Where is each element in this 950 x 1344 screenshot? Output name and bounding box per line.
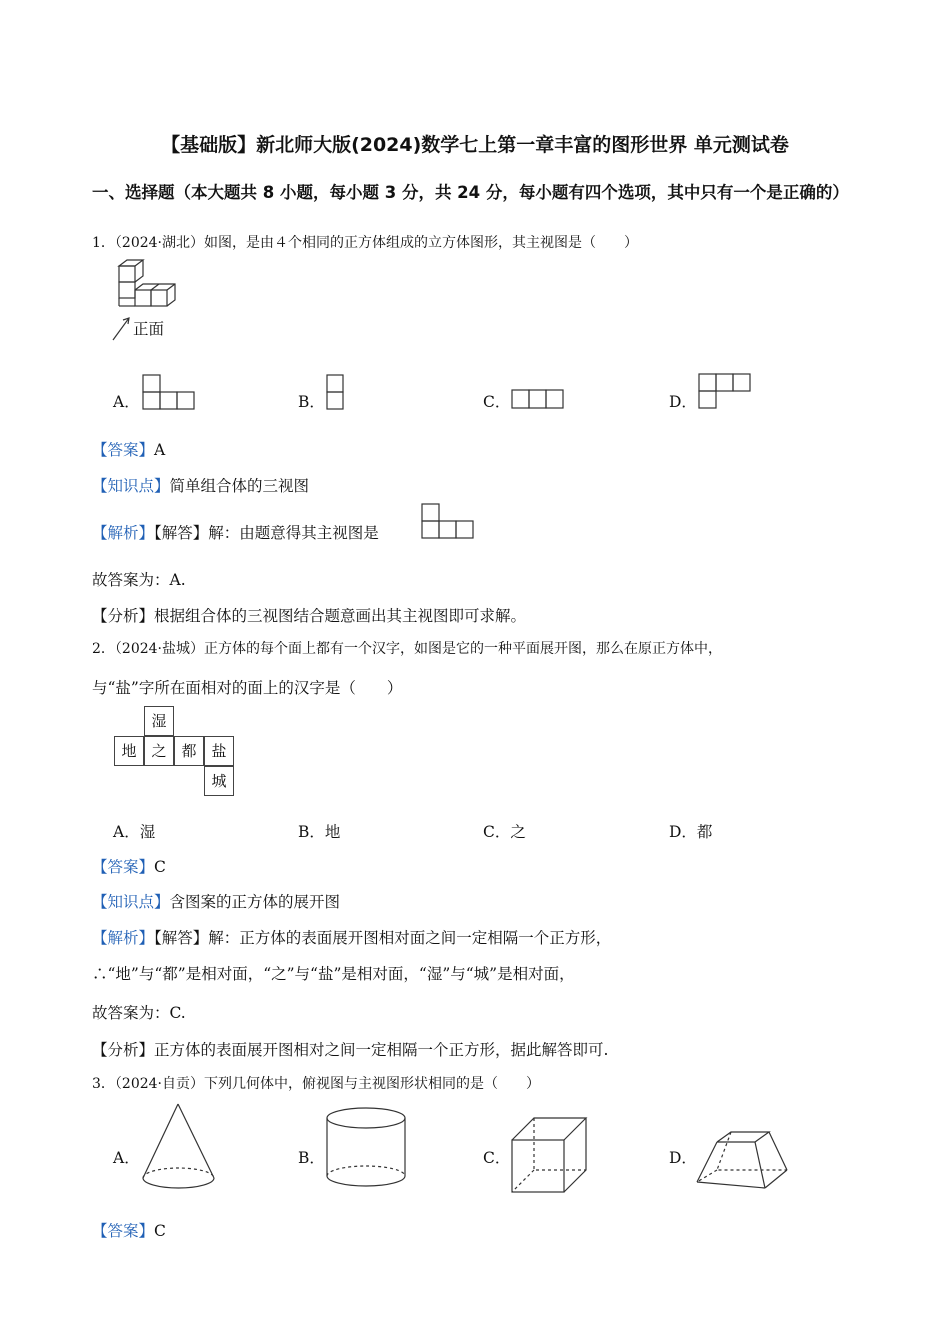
q2-option-c: C．之: [483, 823, 526, 841]
q2-stem-line2: 与“盐”字所在面相对的面上的汉字是（ ）: [92, 679, 403, 697]
q1-solution-conclusion: 故答案为：A.: [92, 571, 186, 589]
q2-option-a: A．湿: [113, 823, 156, 841]
q3-answer: 【答案】C: [92, 1222, 166, 1240]
q1-option-a-figure: [142, 374, 197, 410]
q2-solution-line2: ∴“地”与“都”是相对面，“之”与“盐”是相对面，“湿”与“城”是相对面，: [92, 965, 575, 983]
frustum-figure: [695, 1130, 791, 1196]
net-cell-3: 都: [174, 736, 204, 766]
q1-option-b-figure: [326, 374, 346, 410]
q1-option-a: A．: [113, 393, 140, 411]
q1-analysis: 【分析】根据组合体的三视图结合题意画出其主视图即可求解。: [92, 607, 527, 625]
q2-analysis: 【分析】正方体的表面展开图相对之间一定相隔一个正方形，据此解答即可.: [92, 1041, 609, 1059]
q1-stem: 1．（2024·湖北）如图，是由４个相同的正方体组成的立方体图形，其主视图是（ ）: [92, 235, 638, 251]
front-label: 正面: [133, 320, 165, 338]
q1-answer: 【答案】A: [92, 441, 166, 459]
cone-figure: [140, 1102, 220, 1194]
q1-solution: 【解析】【解答】解：由题意得其主视图是: [92, 524, 379, 542]
q1-option-b: B．: [298, 393, 325, 411]
page-title: 【基础版】新北师大版(2024)数学七上第一章丰富的图形世界 单元测试卷: [161, 134, 789, 156]
q2-answer: 【答案】C: [92, 858, 166, 876]
q1-option-d-figure: [698, 373, 754, 411]
q2-knowledge-point: 【知识点】含图案的正方体的展开图: [92, 893, 341, 911]
q2-stem-line1: 2．（2024·盐城）正方体的每个面上都有一个汉字，如图是它的一种平面展开图，那么在原正方体中，: [92, 641, 722, 657]
net-cell-top: 湿: [144, 706, 174, 736]
net-cell-4: 盐: [204, 736, 234, 766]
q3-stem: 3．（2024·自贡）下列几何体中，俯视图与主视图形状相同的是（ ）: [92, 1076, 540, 1092]
q3-option-a: A．: [113, 1149, 140, 1167]
q2-option-d: D．都: [669, 823, 713, 841]
q2-option-b: B．地: [298, 823, 341, 841]
q2-solution: 【解析】【解答】解：正方体的表面展开图相对面之间一定相隔一个正方形，: [92, 929, 612, 947]
q1-option-d: D．: [669, 393, 697, 411]
cube-figure: [510, 1116, 590, 1196]
q1-knowledge-point: 【知识点】简单组合体的三视图: [92, 477, 310, 495]
net-cell-1: 地: [114, 736, 144, 766]
q3-option-b: B．: [298, 1149, 325, 1167]
net-cell-bottom: 城: [204, 766, 234, 796]
q3-option-d: D．: [669, 1149, 697, 1167]
q1-solution-figure: [421, 503, 477, 541]
section-heading: 一、选择题（本大题共 8 小题，每小题 3 分，共 24 分，每小题有四个选项，其中只有一个是正确的）: [92, 183, 849, 202]
q2-solution-conclusion: 故答案为：C.: [92, 1004, 186, 1022]
q1-option-c: C．: [483, 393, 511, 411]
q3-option-c: C．: [483, 1149, 511, 1167]
q1-option-c-figure: [511, 389, 567, 411]
cylinder-figure: [325, 1106, 409, 1196]
net-cell-2: 之: [144, 736, 174, 766]
